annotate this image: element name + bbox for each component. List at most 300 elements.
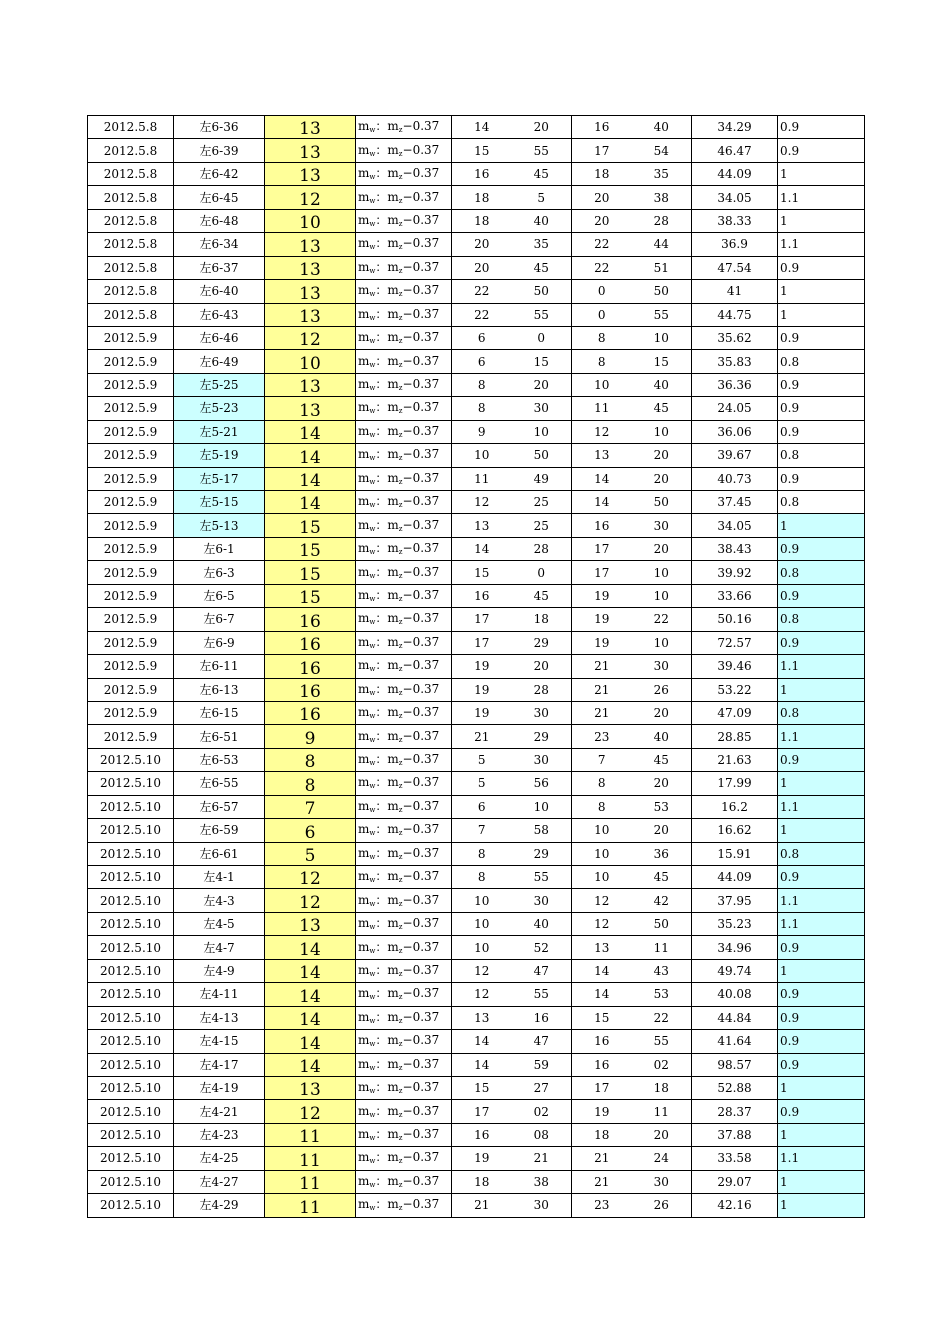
value-cell: 36.36 (692, 373, 778, 396)
cond-colon: ： (375, 447, 388, 462)
location-cell: 左6-5 (174, 584, 265, 607)
cond-m: m (358, 1033, 370, 1048)
table-row (88, 256, 865, 279)
end-hour-cell: 21 (572, 678, 632, 701)
number-cell: 13 (265, 303, 356, 326)
location-cell: 左5-19 (174, 444, 265, 467)
table-row (88, 912, 865, 935)
cond-sub-z: z (398, 1157, 403, 1166)
value-cell: 34.29 (692, 116, 778, 139)
cond-sub-z: z (398, 1040, 403, 1049)
table-row (88, 1123, 865, 1146)
cond-value: 0.37 (412, 447, 440, 462)
cond-dash: − (402, 470, 413, 485)
cond-value: 0.37 (412, 259, 440, 274)
date-cell: 2012.5.8 (88, 186, 174, 209)
cond-colon: ： (375, 259, 388, 274)
condition-cell (356, 256, 452, 279)
cond-sub-w: w (369, 524, 376, 533)
condition-cell (356, 1053, 452, 1076)
end-minute-cell: 40 (632, 725, 692, 748)
location-cell: 左4-19 (174, 1076, 265, 1099)
table-row (88, 889, 865, 912)
cond-sub-w: w (369, 1204, 376, 1213)
start-hour-cell: 16 (452, 1123, 512, 1146)
cond-sub-w: w (369, 454, 376, 463)
start-hour-cell: 14 (452, 537, 512, 560)
cond-value: 0.37 (412, 353, 440, 368)
condition-cell (356, 701, 452, 724)
start-minute-cell: 55 (512, 303, 572, 326)
cond-dash: − (402, 306, 413, 321)
end-minute-cell: 20 (632, 467, 692, 490)
cond-dash: − (402, 283, 413, 298)
number-cell: 13 (265, 162, 356, 185)
cond-dash: − (402, 822, 413, 837)
end-minute-cell: 10 (632, 561, 692, 584)
coef-cell: 0.9 (778, 467, 865, 490)
table-row (88, 608, 865, 631)
date-cell: 2012.5.9 (88, 537, 174, 560)
end-minute-cell: 20 (632, 444, 692, 467)
end-minute-cell: 20 (632, 772, 692, 795)
number-cell: 8 (265, 772, 356, 795)
number-cell: 15 (265, 584, 356, 607)
start-minute-cell: 45 (512, 584, 572, 607)
cond-colon: ： (375, 1173, 388, 1188)
cond-m: m (358, 1103, 370, 1118)
start-minute-cell: 45 (512, 256, 572, 279)
cond-colon: ： (375, 986, 388, 1001)
start-hour-cell: 15 (452, 139, 512, 162)
start-minute-cell: 28 (512, 678, 572, 701)
cond-sub-w: w (369, 946, 376, 955)
condition-cell (356, 912, 452, 935)
condition-cell (356, 139, 452, 162)
cond-dash: − (402, 494, 413, 509)
number-cell: 14 (265, 959, 356, 982)
cond-m: m (358, 564, 370, 579)
cond-colon: ： (375, 330, 388, 345)
condition-cell (356, 795, 452, 818)
end-hour-cell: 17 (572, 139, 632, 162)
value-cell: 29.07 (692, 1170, 778, 1193)
number-cell: 11 (265, 1147, 356, 1170)
cond-sub-w: w (369, 384, 376, 393)
cond-dash: − (402, 962, 413, 977)
location-cell: 左6-43 (174, 303, 265, 326)
cond-m2: m (387, 1056, 399, 1071)
location-cell: 左4-25 (174, 1147, 265, 1170)
cond-dash: − (402, 1150, 413, 1165)
table-row (88, 444, 865, 467)
start-hour-cell: 21 (452, 725, 512, 748)
cond-value: 0.37 (412, 306, 440, 321)
location-cell: 左4-17 (174, 1053, 265, 1076)
end-hour-cell: 12 (572, 420, 632, 443)
cond-m2: m (387, 705, 399, 720)
cond-sub-w: w (369, 196, 376, 205)
cond-m2: m (387, 236, 399, 251)
location-cell: 左6-61 (174, 842, 265, 865)
cond-m2: m (387, 916, 399, 931)
cond-sub-w: w (369, 665, 376, 674)
cond-dash: − (402, 377, 413, 392)
cond-colon: ： (375, 1033, 388, 1048)
cond-dash: − (402, 752, 413, 767)
value-cell: 53.22 (692, 678, 778, 701)
cond-m: m (358, 400, 370, 415)
cond-value: 0.37 (412, 283, 440, 298)
cond-m: m (358, 798, 370, 813)
start-hour-cell: 6 (452, 795, 512, 818)
cond-m: m (358, 236, 370, 251)
date-cell: 2012.5.9 (88, 678, 174, 701)
location-cell: 左6-1 (174, 537, 265, 560)
table-row (88, 326, 865, 349)
end-hour-cell: 17 (572, 1076, 632, 1099)
cond-sub-z: z (398, 219, 403, 228)
start-minute-cell: 38 (512, 1170, 572, 1193)
value-cell: 39.46 (692, 655, 778, 678)
cond-colon: ： (375, 705, 388, 720)
value-cell: 28.85 (692, 725, 778, 748)
location-cell: 左5-15 (174, 491, 265, 514)
cond-sub-w: w (369, 594, 376, 603)
cond-dash: − (402, 634, 413, 649)
location-cell: 左6-39 (174, 139, 265, 162)
end-hour-cell: 21 (572, 701, 632, 724)
end-minute-cell: 30 (632, 655, 692, 678)
cond-value: 0.37 (412, 728, 440, 743)
cond-dash: − (402, 236, 413, 251)
end-hour-cell: 20 (572, 209, 632, 232)
end-minute-cell: 20 (632, 1123, 692, 1146)
value-cell: 34.05 (692, 514, 778, 537)
end-minute-cell: 15 (632, 350, 692, 373)
cond-sub-w: w (369, 641, 376, 650)
cond-value: 0.37 (412, 1197, 440, 1212)
start-minute-cell: 30 (512, 397, 572, 420)
end-minute-cell: 10 (632, 631, 692, 654)
cond-m2: m (387, 166, 399, 181)
end-minute-cell: 10 (632, 584, 692, 607)
cond-m2: m (387, 447, 399, 462)
cond-colon: ： (375, 306, 388, 321)
start-hour-cell: 8 (452, 397, 512, 420)
cond-colon: ： (375, 892, 388, 907)
number-cell: 13 (265, 373, 356, 396)
end-minute-cell: 18 (632, 1076, 692, 1099)
coef-cell: 1 (778, 772, 865, 795)
start-hour-cell: 22 (452, 280, 512, 303)
cond-m2: m (387, 728, 399, 743)
cond-sub-z: z (398, 759, 403, 768)
value-cell: 37.95 (692, 889, 778, 912)
value-cell: 40.08 (692, 983, 778, 1006)
end-minute-cell: 45 (632, 397, 692, 420)
coef-cell: 0.9 (778, 866, 865, 889)
number-cell: 14 (265, 1006, 356, 1029)
cond-dash: − (402, 705, 413, 720)
number-cell: 16 (265, 608, 356, 631)
condition-cell (356, 748, 452, 771)
number-cell: 11 (265, 1194, 356, 1217)
cond-sub-w: w (369, 477, 376, 486)
table-row (88, 491, 865, 514)
start-minute-cell: 18 (512, 608, 572, 631)
start-hour-cell: 16 (452, 584, 512, 607)
cond-sub-w: w (369, 149, 376, 158)
start-hour-cell: 18 (452, 209, 512, 232)
start-minute-cell: 29 (512, 842, 572, 865)
location-cell: 左6-7 (174, 608, 265, 631)
cond-colon: ： (375, 142, 388, 157)
coef-cell: 0.8 (778, 608, 865, 631)
cond-colon: ： (375, 869, 388, 884)
start-hour-cell: 18 (452, 1170, 512, 1193)
coef-cell: 0.8 (778, 444, 865, 467)
cond-colon: ： (375, 1197, 388, 1212)
date-cell: 2012.5.8 (88, 233, 174, 256)
cond-colon: ： (375, 189, 388, 204)
table-row (88, 678, 865, 701)
cond-sub-z: z (398, 1087, 403, 1096)
cond-value: 0.37 (412, 212, 440, 227)
date-cell: 2012.5.10 (88, 1170, 174, 1193)
cond-sub-z: z (398, 899, 403, 908)
cond-value: 0.37 (412, 330, 440, 345)
cond-m: m (358, 494, 370, 509)
start-hour-cell: 12 (452, 491, 512, 514)
date-cell: 2012.5.9 (88, 584, 174, 607)
date-cell: 2012.5.10 (88, 1147, 174, 1170)
coef-cell: 0.9 (778, 139, 865, 162)
coef-cell: 1 (778, 819, 865, 842)
cond-sub-z: z (398, 665, 403, 674)
cond-dash: − (402, 775, 413, 790)
cond-colon: ： (375, 658, 388, 673)
location-cell: 左6-3 (174, 561, 265, 584)
cond-m: m (358, 939, 370, 954)
condition-cell (356, 116, 452, 139)
cond-m: m (358, 611, 370, 626)
location-cell: 左5-17 (174, 467, 265, 490)
end-hour-cell: 22 (572, 233, 632, 256)
end-hour-cell: 16 (572, 116, 632, 139)
value-cell: 35.83 (692, 350, 778, 373)
cond-sub-w: w (369, 712, 376, 721)
value-cell: 16.62 (692, 819, 778, 842)
end-minute-cell: 40 (632, 373, 692, 396)
date-cell: 2012.5.9 (88, 725, 174, 748)
cond-sub-z: z (398, 1204, 403, 1213)
cond-sub-w: w (369, 430, 376, 439)
start-hour-cell: 14 (452, 116, 512, 139)
cond-m2: m (387, 798, 399, 813)
number-cell: 16 (265, 701, 356, 724)
end-minute-cell: 26 (632, 1194, 692, 1217)
value-cell: 37.88 (692, 1123, 778, 1146)
location-cell: 左4-3 (174, 889, 265, 912)
cond-m2: m (387, 892, 399, 907)
cond-sub-z: z (398, 688, 403, 697)
table-row (88, 350, 865, 373)
date-cell: 2012.5.9 (88, 491, 174, 514)
cond-m: m (358, 1009, 370, 1024)
value-cell: 44.75 (692, 303, 778, 326)
cond-value: 0.37 (412, 1080, 440, 1095)
cond-dash: − (402, 517, 413, 532)
cond-sub-w: w (369, 313, 376, 322)
cond-m2: m (387, 470, 399, 485)
cond-m2: m (387, 822, 399, 837)
cond-value: 0.37 (412, 939, 440, 954)
cond-value: 0.37 (412, 1103, 440, 1118)
cond-m2: m (387, 1197, 399, 1212)
start-minute-cell: 30 (512, 889, 572, 912)
value-cell: 36.9 (692, 233, 778, 256)
cond-m2: m (387, 541, 399, 556)
cond-m2: m (387, 494, 399, 509)
coef-cell: 1 (778, 162, 865, 185)
start-hour-cell: 7 (452, 819, 512, 842)
cond-sub-w: w (369, 759, 376, 768)
number-cell: 11 (265, 1123, 356, 1146)
coef-cell: 1 (778, 678, 865, 701)
value-cell: 39.67 (692, 444, 778, 467)
start-hour-cell: 13 (452, 1006, 512, 1029)
cond-m: m (358, 1080, 370, 1095)
number-cell: 12 (265, 326, 356, 349)
start-minute-cell: 20 (512, 373, 572, 396)
cond-m2: m (387, 611, 399, 626)
start-minute-cell: 20 (512, 655, 572, 678)
condition-cell (356, 1123, 452, 1146)
date-cell: 2012.5.8 (88, 139, 174, 162)
start-hour-cell: 15 (452, 1076, 512, 1099)
cond-dash: − (402, 1080, 413, 1095)
cond-dash: − (402, 1127, 413, 1142)
location-cell: 左4-29 (174, 1194, 265, 1217)
cond-m2: m (387, 869, 399, 884)
condition-cell (356, 1030, 452, 1053)
condition-cell (356, 631, 452, 654)
location-cell: 左4-15 (174, 1030, 265, 1053)
cond-colon: ： (375, 564, 388, 579)
table-row (88, 420, 865, 443)
number-cell: 13 (265, 233, 356, 256)
cond-dash: − (402, 728, 413, 743)
table-row (88, 1147, 865, 1170)
condition-cell (356, 280, 452, 303)
coef-cell: 1.1 (778, 655, 865, 678)
cond-value: 0.37 (412, 400, 440, 415)
coef-cell: 0.9 (778, 537, 865, 560)
end-minute-cell: 30 (632, 514, 692, 537)
cond-dash: − (402, 330, 413, 345)
cond-sub-w: w (369, 290, 376, 299)
value-cell: 35.62 (692, 326, 778, 349)
cond-m2: m (387, 1150, 399, 1165)
end-minute-cell: 22 (632, 608, 692, 631)
start-minute-cell: 55 (512, 866, 572, 889)
start-hour-cell: 19 (452, 655, 512, 678)
number-cell: 15 (265, 514, 356, 537)
end-minute-cell: 20 (632, 819, 692, 842)
cond-colon: ： (375, 236, 388, 251)
condition-cell (356, 326, 452, 349)
value-cell: 33.58 (692, 1147, 778, 1170)
end-hour-cell: 7 (572, 748, 632, 771)
cond-m: m (358, 1150, 370, 1165)
number-cell: 14 (265, 444, 356, 467)
cond-sub-w: w (369, 360, 376, 369)
cond-m: m (358, 283, 370, 298)
condition-cell (356, 186, 452, 209)
cond-value: 0.37 (412, 705, 440, 720)
cond-colon: ： (375, 1127, 388, 1142)
location-cell: 左4-1 (174, 866, 265, 889)
number-cell: 12 (265, 1100, 356, 1123)
cond-m2: m (387, 775, 399, 790)
end-minute-cell: 54 (632, 139, 692, 162)
condition-cell (356, 350, 452, 373)
location-cell: 左6-37 (174, 256, 265, 279)
cond-m: m (358, 377, 370, 392)
cond-sub-w: w (369, 805, 376, 814)
number-cell: 12 (265, 866, 356, 889)
cond-m: m (358, 119, 370, 134)
start-minute-cell: 40 (512, 912, 572, 935)
condition-cell (356, 162, 452, 185)
date-cell: 2012.5.9 (88, 444, 174, 467)
cond-sub-z: z (398, 1110, 403, 1119)
end-minute-cell: 53 (632, 983, 692, 1006)
cond-dash: − (402, 259, 413, 274)
end-hour-cell: 18 (572, 162, 632, 185)
coef-cell: 1 (778, 1123, 865, 1146)
cond-sub-w: w (369, 1040, 376, 1049)
cond-dash: − (402, 1197, 413, 1212)
cond-sub-w: w (369, 1016, 376, 1025)
date-cell: 2012.5.10 (88, 889, 174, 912)
cond-sub-z: z (398, 290, 403, 299)
table-row (88, 1194, 865, 1217)
cond-dash: − (402, 400, 413, 415)
cond-dash: − (402, 1033, 413, 1048)
value-cell: 47.54 (692, 256, 778, 279)
cond-sub-z: z (398, 571, 403, 580)
end-hour-cell: 20 (572, 186, 632, 209)
location-cell: 左4-9 (174, 959, 265, 982)
end-minute-cell: 11 (632, 936, 692, 959)
cond-m: m (358, 517, 370, 532)
cond-colon: ： (375, 798, 388, 813)
value-cell: 38.43 (692, 537, 778, 560)
cond-sub-z: z (398, 548, 403, 557)
start-hour-cell: 10 (452, 444, 512, 467)
coef-cell: 0.8 (778, 491, 865, 514)
end-hour-cell: 0 (572, 280, 632, 303)
start-minute-cell: 21 (512, 1147, 572, 1170)
start-hour-cell: 6 (452, 350, 512, 373)
number-cell: 14 (265, 936, 356, 959)
end-minute-cell: 36 (632, 842, 692, 865)
end-minute-cell: 53 (632, 795, 692, 818)
condition-cell (356, 936, 452, 959)
table-row (88, 1100, 865, 1123)
